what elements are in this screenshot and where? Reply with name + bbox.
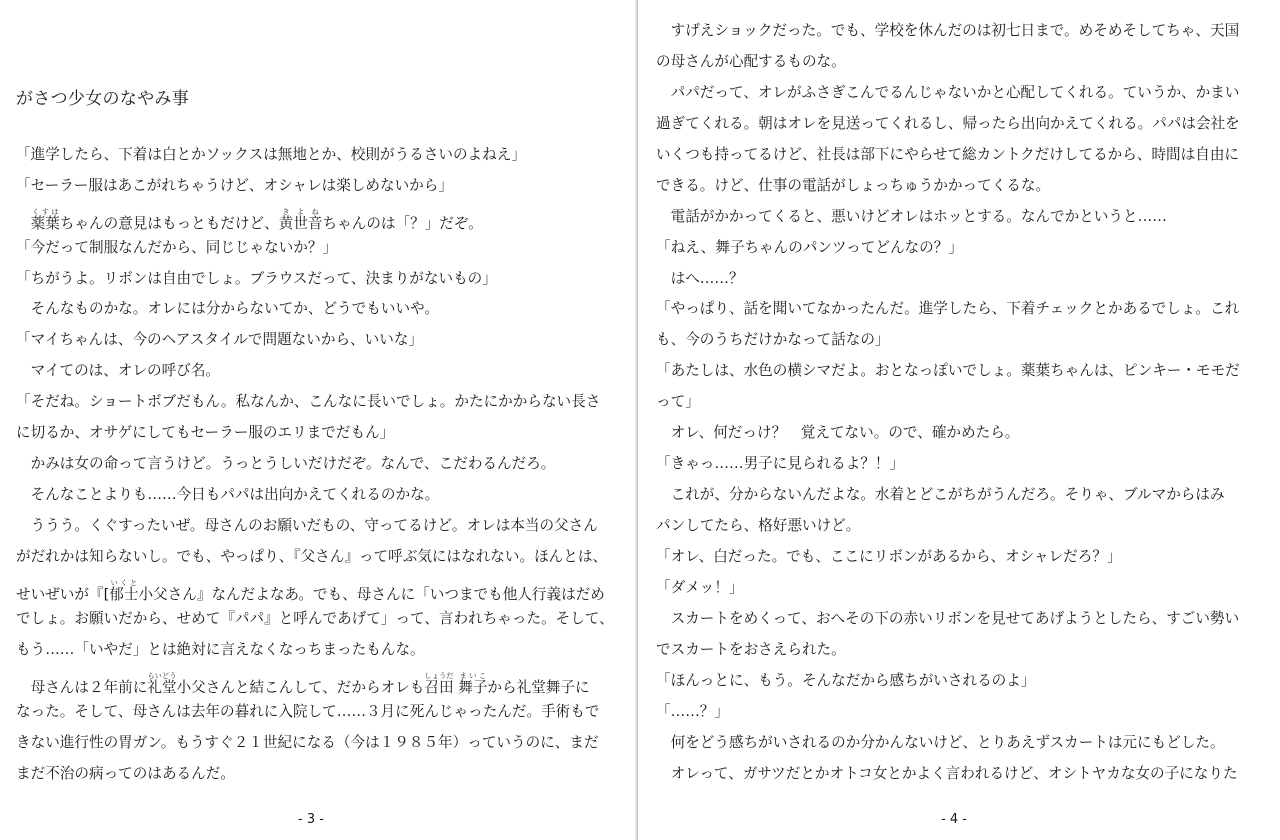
text-line: スカートをめくって、おへその下の赤いリボンを見せてあげようとしたら、すごい勢い [656, 610, 1240, 627]
left-page [0, 0, 636, 840]
text-line: 何をどう感ちがいされるのか分かんないけど、とりあえずスカートは元にもどした。 [656, 734, 1225, 751]
text-line: オレ、何だっけ？ 覚えてない。ので、確かめたら。 [656, 424, 1020, 441]
text-line: 「きゃっ……男子に見られるよ？！」 [656, 455, 905, 472]
text-line: ううう。くぐすったいぜ。母さんのお願いだもの、守ってるけど。オレは本当の父さん [16, 517, 598, 534]
text-line: に切るか、オサゲにしてもセーラー服のエリまでだもん」 [16, 424, 395, 441]
ruby-kiyone: 黄世音きよね [278, 208, 323, 232]
text-line: 「ダメッ！」 [656, 579, 744, 596]
text-line: 「ねえ、舞子ちゃんのパンツってどんなの？」 [656, 239, 963, 256]
text-line: 「オレ、白だった。でも、ここにリボンがあるから、オシャレだろ？」 [656, 548, 1122, 565]
text-line: 「ほんっとに、もう。そんなだから感ちがいされるのよ」 [656, 672, 1036, 689]
text-line: の母さんが心配するものな。 [656, 53, 846, 70]
text-line: マイてのは、オレの呼び名。 [16, 362, 221, 379]
text-line: がだれかは知らないし。でも、やっぱり、『父さん』って呼ぶ気にはなれない。ほんとは、 [16, 548, 608, 565]
text-line: 「あたしは、水色の横シマだよ。おとなっぽいでしょ。薬葉ちゃんは、ピンキー・モモだ [656, 362, 1240, 379]
text-line: 母さんは２年前に礼堂らいどう小父さんと結こんして、だからオレも召田しょうだ 舞子まいこから礼堂舞子に [16, 672, 590, 696]
text-line: これが、分からないんだよな。水着とどこがちがうんだろ。そりゃ、ブルマからはみ [656, 486, 1225, 503]
text-line: すげえショックだった。でも、学校を休んだのは初七日まで。めそめそしてちゃ、天国 [656, 22, 1240, 39]
ruby-maiko: 舞子まいこ [458, 672, 488, 696]
text-line: 電話がかかってくると、悪いけどオレはホッとする。なんでかというと…… [656, 208, 1167, 225]
text-line: オレって、ガサツだとかオトコ女とかよく言われるけど、オシトヤカな女の子になりた [656, 765, 1238, 782]
text-line: って」 [656, 393, 700, 410]
text-line: かみは女の命って言うけど。うっとうしいだけだぞ。なんで、こだわるんだろ。 [16, 455, 556, 472]
text-line: いくつも持ってるけど、社長は部下にやらせて総カントクだけしてるから、時間は自由に [656, 146, 1240, 163]
text-line: そんなことよりも……今日もパパは出向かえてくれるのかな。 [16, 486, 440, 503]
text-line: 「今だって制服なんだから、同じじゃないか？」 [16, 239, 338, 256]
text-line: きない進行性の胃ガン。もうすぐ２１世紀になる（今は１９８５年）っていうのに、まだ [16, 734, 599, 751]
text-line: 「進学したら、下着は白とかソックスは無地とか、校則がうるさいのよねえ」 [16, 146, 526, 163]
text-line: パパだって、オレがふさぎこんでるんじゃないかと心配してくれる。ていうか、かまい [656, 84, 1240, 101]
right-page [638, 0, 1280, 840]
text-line: せいぜいが『[郁士いくと小父さん』なんだよなあ。でも、母さんに「いつまでも他人行義はだめ [16, 579, 605, 603]
page-number: - 4 - [941, 812, 967, 827]
text-line: そんなものかな。オレには分からないてか、どうでもいいや。 [16, 300, 439, 317]
text-line: も、今のうちだけかなって話なの」 [656, 331, 890, 348]
text-line: もう……「いやだ」とは絶対に言えなくなっちまったもんな。 [16, 641, 425, 658]
text-line: でしょ。お願いだから、せめて『パパ』と呼んであげて」って、言われちゃった。そして、 [16, 610, 614, 627]
text-line: はへ……？ [656, 270, 744, 287]
text-line: まだ不治の病ってのはあるんだ。 [16, 765, 235, 782]
ruby-shoda: 召田しょうだ [424, 672, 454, 696]
text-line: 「やっぱり、話を聞いてなかったんだ。進学したら、下着チェックとかあるでしょ。これ [656, 300, 1240, 317]
text-line: 「マイちゃんは、今のヘアスタイルで問題ないから、いいな」 [16, 331, 424, 348]
page-number: - 3 - [298, 812, 324, 827]
ruby-kusuha: 薬葉くすは [30, 208, 60, 232]
text-line: 「ちがうよ。リボンは自由でしょ。ブラウスだって、決まりがないもの」 [16, 270, 497, 287]
text-line: できる。けど、仕事の電話がしょっちゅうかかってくるな。 [656, 177, 1051, 194]
text-line: 「セーラー服はあこがれちゃうけど、オシャレは楽しめないから」 [16, 177, 453, 194]
text-line: 「……？」 [656, 703, 729, 720]
text-line: 過ぎてくれる。朝はオレを見送ってくれるし、帰ったら出向かえてくれる。パパは会社を [656, 115, 1240, 132]
text-line: パンしてたら、格好悪いけど。 [656, 517, 861, 534]
ruby-ikuto: 郁士いくと [109, 579, 139, 603]
text-line: でスカートをおさえられた。 [656, 641, 846, 658]
ruby-raido: 礼堂らいどう [147, 672, 177, 696]
text-line: 薬葉くすはちゃんの意見はもっともだけど、黄世音きよねちゃんのは「？」だぞ。 [30, 208, 483, 232]
text-line: 「そだね。ショートボブだもん。私なんか、こんなに長いでしょ。かたにかからない長さ [16, 393, 601, 410]
page-title: がさつ少女のなやみ事 [16, 89, 189, 109]
text-line: なった。そして、母さんは去年の暮れに入院して……３月に死んじゃったんだ。手術もで [16, 703, 600, 720]
